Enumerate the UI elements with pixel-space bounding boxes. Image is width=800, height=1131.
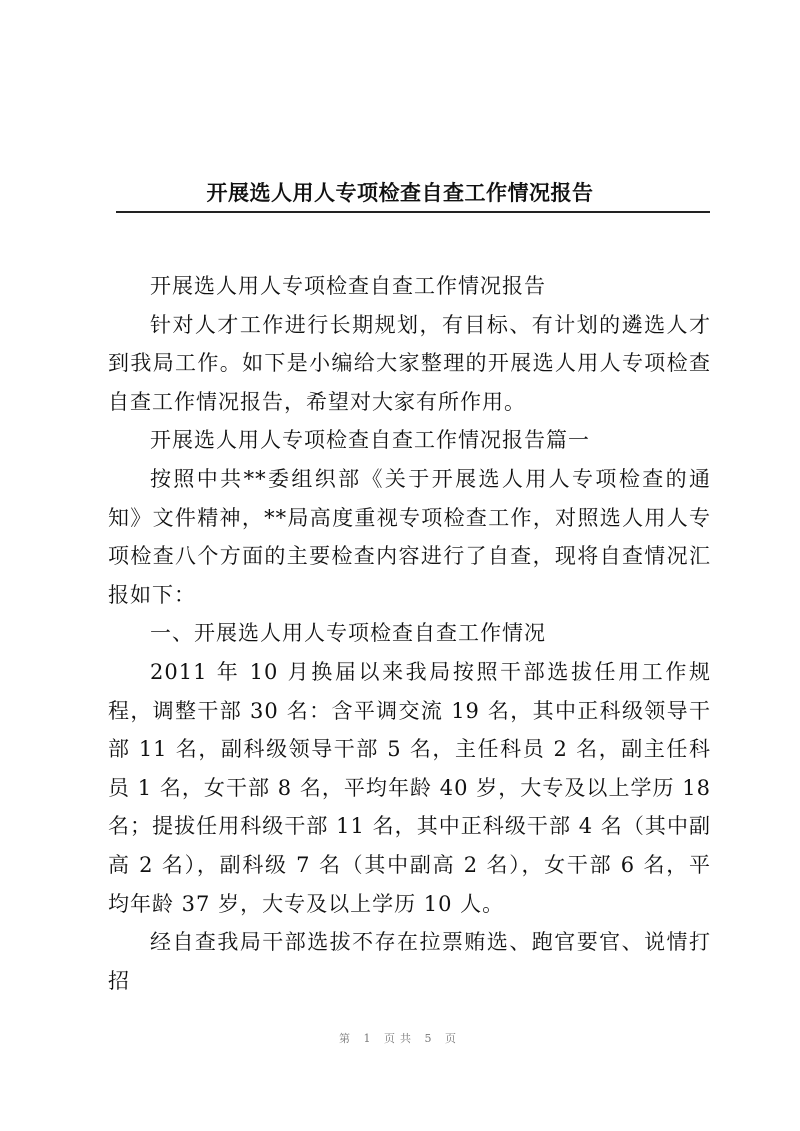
paragraph: 针对人才工作进行长期规划，有目标、有计划的遴选人才到我局工作。如下是小编给大家整理的开展选人用人专项检查自查工作情况报告，希望对大家有所作用。 bbox=[108, 312, 711, 414]
paragraph: 按照中共**委组织部《关于开展选人用人专项检查的通知》文件精神，**局高度重视专项检查工作，对照选人用人专项检查八个方面的主要检查内容进行了自查，现将自查情况汇报如下： bbox=[108, 466, 711, 607]
paragraph: 2011 年 10 月换届以来我局按照干部选拔任用工作规程，调整干部 30 名：含平调交流 19 名，其中正科级领导干部 11 名，副科级领导干部 5 名，主任科员 2 名，副主任科员 1 名，女干部 8 名，平均年龄 40 岁，大专及以上学历 18 名；提拔任用科级干部 11 名，其中正科级干部 4 名（其中副高 2 名），副科级 7 名（其中副高 2 名），女干部 6 名，平均年龄 37 岁，大专及以上学历 10 人。 bbox=[108, 659, 711, 916]
paragraph: 经自查我局干部选拔不存在拉票贿选、跑官要官、说情打招 bbox=[108, 930, 711, 993]
paragraph: 开展选人用人专项检查自查工作情况报告篇一 bbox=[150, 428, 590, 453]
document-title: 开展选人用人专项检查自查工作情况报告 bbox=[206, 180, 594, 206]
paragraph: 开展选人用人专项检查自查工作情况报告 bbox=[150, 274, 546, 298]
section-heading: 一、开展选人用人专项检查自查工作情况 bbox=[150, 621, 546, 646]
title-underline bbox=[116, 211, 710, 213]
page-number: 第 1 页共 5 页 bbox=[339, 1032, 461, 1045]
document-body bbox=[108, 267, 711, 1000]
